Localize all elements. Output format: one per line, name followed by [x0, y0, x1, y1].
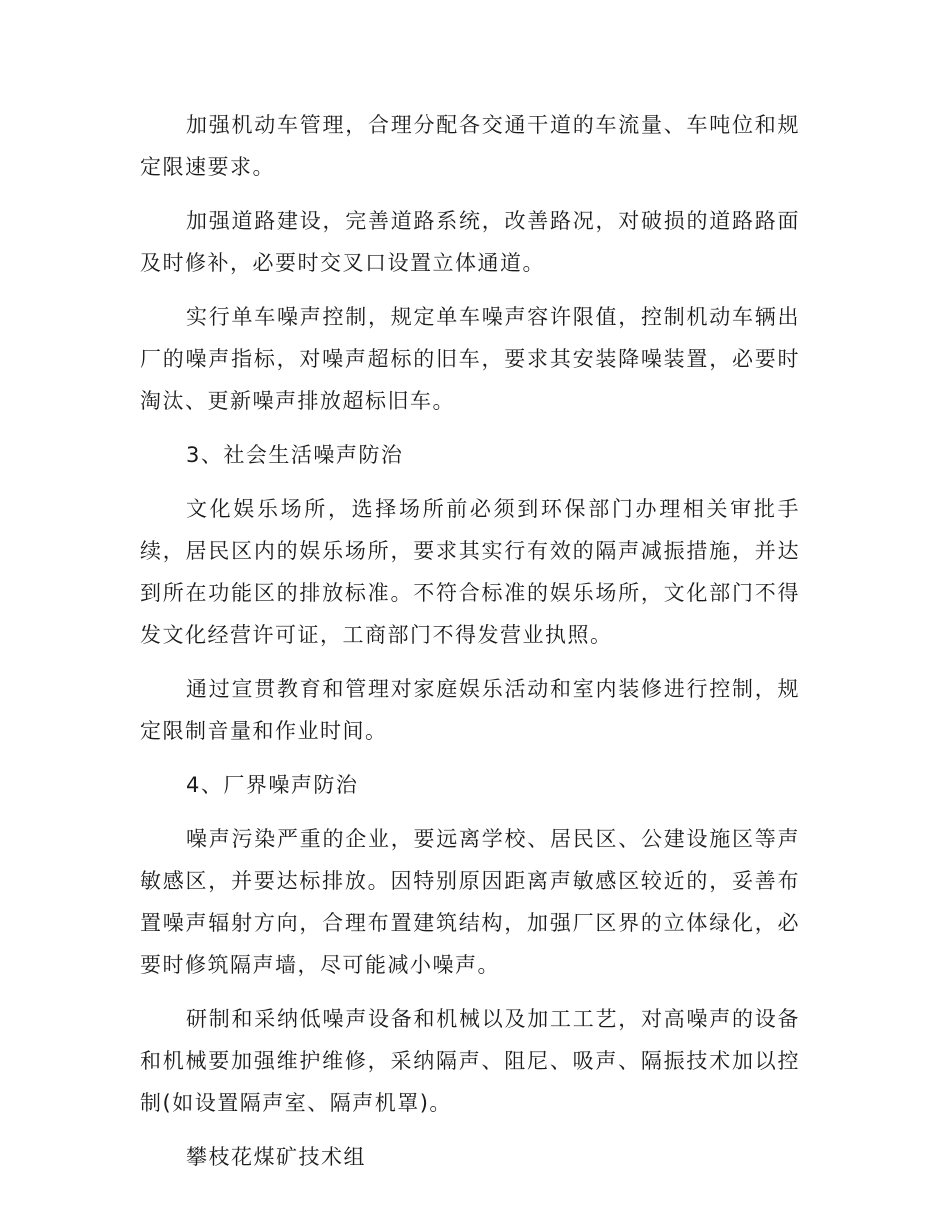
section-heading-social-noise: 3、社会生活噪声防治	[186, 443, 404, 467]
paragraph-household-activities: 通过宣贯教育和管理对家庭娱乐活动和室内装修进行控制，规定限制音量和作业时间。	[140, 677, 800, 743]
author-signature: 攀枝花煤矿技术组	[186, 1145, 366, 1169]
paragraph-polluting-enterprises: 噪声污染严重的企业，要远离学校、居民区、公建设施区等声敏感区，并要达标排放。因特别原因距离声敏感区较近的，妥善布置噪声辐射方向，合理布置建筑结构，加强厂区界的立体绿化，必要时修筑隔声墙，尽可能减小噪声。	[140, 827, 800, 977]
paragraph-road-construction: 加强道路建设，完善道路系统，改善路况，对破损的道路路面及时修补，必要时交叉口设置立体通道。	[140, 209, 800, 275]
paragraph-low-noise-equipment: 研制和采纳低噪声设备和机械以及加工工艺，对高噪声的设备和机械要加强维护维修，采纳隔声、阻尼、吸声、隔振技术加以控制(如设置隔声室、隔声机罩)。	[140, 1007, 800, 1115]
paragraph-vehicle-noise-control: 实行单车噪声控制，规定单车噪声容许限值，控制机动车辆出厂的噪声指标，对噪声超标的旧车，要求其安装降噪装置，必要时淘汰、更新噪声排放超标旧车。	[140, 305, 800, 413]
section-heading-factory-noise: 4、厂界噪声防治	[186, 773, 359, 797]
document-body	[140, 104, 800, 1190]
paragraph-entertainment-venues: 文化娱乐场所，选择场所前必须到环保部门办理相关审批手续，居民区内的娱乐场所，要求其实行有效的隔声减振措施，并达到所在功能区的排放标准。不符合标准的娱乐场所，文化部门不得发文化经营许可证，工商部门不得发营业执照。	[140, 497, 800, 647]
paragraph-vehicle-management: 加强机动车管理，合理分配各交通干道的车流量、车吨位和规定限速要求。	[140, 113, 800, 179]
